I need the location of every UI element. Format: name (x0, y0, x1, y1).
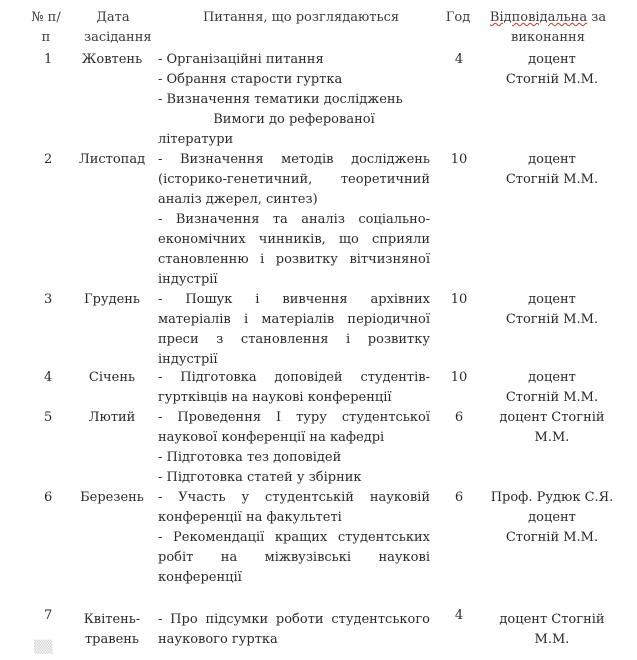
row-5-hours (444, 408, 474, 428)
header-tasks-text: Питання, що розглядаються (202, 10, 400, 25)
row-2-task-2: - Визначення та аналіз соціально-економічних чинників, що сприяли становленню і розвитку вітчизняної індустрії (158, 212, 430, 287)
row-7-responsible (484, 610, 620, 650)
row-5-task-1: - Проведення І туру студентської наукової конференції на кафедрі (158, 410, 430, 445)
header-num (30, 8, 62, 48)
row-1-hours-text: 4 (454, 52, 464, 67)
row-3-num (44, 290, 64, 310)
row-1-tasks (158, 50, 430, 150)
row-1-responsible (484, 50, 620, 90)
row-4-date-text: Січень (88, 370, 136, 385)
row-6-task-2: - Рекомендації кращих студентських робіт на міжвузівські наукові конференції (158, 530, 430, 585)
row-1-task-5: літератури (158, 132, 234, 147)
row-3-resp-line-1: доцент (528, 292, 576, 307)
row-6-num-text: 6 (44, 490, 53, 505)
row-2-task-1: - Визначення методів досліджень (історико-генетичний, теоретичний аналіз джерел, синтез) (158, 152, 430, 207)
header-hours (440, 8, 476, 28)
row-3-num-text: 3 (44, 292, 53, 307)
row-7-tasks (158, 610, 430, 650)
row-3-resp-line-2: Стогній М.М. (505, 312, 599, 327)
row-6-num (44, 488, 64, 508)
row-6-date-text: Березень (80, 490, 144, 505)
header-num-text: № п/п (31, 10, 61, 45)
row-2-responsible (484, 150, 620, 190)
row-1-hours (444, 50, 474, 70)
row-3-tasks (158, 290, 430, 370)
header-tasks (186, 8, 416, 28)
row-4-hours (444, 368, 474, 388)
row-7-date (70, 610, 154, 650)
row-2-hours-text: 10 (450, 152, 468, 167)
header-responsible-word: Відповідальна (489, 10, 588, 25)
row-5-date-text: Лютий (88, 410, 136, 425)
row-7-resp-line-2: М.М. (534, 632, 570, 647)
header-responsible (484, 8, 612, 48)
row-3-date-text: Грудень (83, 292, 141, 307)
row-1-resp-line-2: Стогній М.М. (505, 72, 599, 87)
row-6-resp-line-1: Проф. Рудюк С.Я. (490, 490, 614, 505)
row-4-responsible (484, 368, 620, 408)
row-4-hours-text: 10 (450, 370, 468, 385)
header-responsible-rest: за виконання (511, 10, 607, 45)
row-5-responsible (484, 408, 620, 448)
row-7-resp-line-1: доцент Стогній (499, 612, 605, 627)
row-5-tasks (158, 408, 430, 488)
row-6-responsible (484, 488, 620, 548)
row-5-num-text: 5 (44, 410, 53, 425)
row-1-num-text: 1 (44, 52, 53, 67)
row-5-task-2: - Підготовка тез доповідей (158, 450, 342, 465)
row-5-num (44, 408, 64, 428)
row-7-hours-text: 4 (454, 608, 464, 623)
row-1-task-3: - Визначення тематики досліджень (158, 92, 403, 107)
row-6-hours-text: 6 (454, 490, 464, 505)
row-4-tasks (158, 368, 430, 408)
row-3-task-1: - Пошук і вивчення архівних матеріалів і матеріалів періодичної преси з становлення і розвитку індустрії (158, 292, 430, 367)
row-1-num (44, 50, 64, 70)
row-1-task-2: - Обрання старости гуртка (158, 72, 343, 87)
row-2-num (44, 150, 64, 170)
row-1-resp-line-1: доцент (528, 52, 576, 67)
row-6-resp-line-3: Стогній М.М. (505, 530, 599, 545)
row-3-hours-text: 10 (450, 292, 468, 307)
row-2-resp-line-2: Стогній М.М. (505, 172, 599, 187)
row-1-date-text: Жовтень (81, 52, 143, 67)
row-7-num-text: 7 (44, 608, 53, 623)
row-2-hours (444, 150, 474, 170)
row-7-task-1: - Про підсумки роботи студентського наукового гуртка (158, 612, 430, 647)
row-3-hours (444, 290, 474, 310)
row-6-task-1: - Участь у студентській науковій конференції на факультеті (158, 490, 430, 525)
row-2-date (70, 150, 154, 170)
row-4-resp-line-1: доцент (528, 370, 576, 385)
row-6-hours (444, 488, 474, 508)
row-4-num-text: 4 (44, 370, 53, 385)
row-3-responsible (484, 290, 620, 330)
row-5-resp-line-2: М.М. (534, 430, 570, 445)
row-2-num-text: 2 (44, 152, 53, 167)
header-hours-text: Год (445, 10, 471, 25)
row-6-tasks (158, 488, 430, 588)
row-4-resp-line-2: Стогній М.М. (505, 390, 599, 405)
row-6-resp-line-2: доцент (528, 510, 576, 525)
row-7-date-text: Квітень-травень (83, 612, 141, 647)
row-5-hours-text: 6 (454, 410, 464, 425)
row-4-num (44, 368, 64, 388)
row-6-date (70, 488, 154, 508)
row-2-date-text: Листопад (78, 152, 146, 167)
faint-scan-mark: ▒▒ (34, 640, 53, 654)
row-5-date (70, 408, 154, 428)
row-1-task-1: - Організаційні питання (158, 52, 324, 67)
header-date (84, 8, 152, 48)
row-5-task-3: - Підготовка статей у збірник (158, 470, 362, 485)
row-7-num (44, 606, 64, 626)
row-2-tasks (158, 150, 430, 290)
row-3-date (70, 290, 154, 310)
row-4-task-1: - Підготовка доповідей студентів-гуртківців на наукові конференції (158, 370, 430, 405)
header-date-text: Дата засідання (84, 10, 152, 45)
row-7-hours (444, 606, 474, 626)
row-2-resp-line-1: доцент (528, 152, 576, 167)
row-1-date (70, 50, 154, 70)
row-5-resp-line-1: доцент Стогній (499, 410, 605, 425)
row-4-date (70, 368, 154, 388)
row-1-task-4: Вимоги до реферованої (213, 112, 375, 127)
